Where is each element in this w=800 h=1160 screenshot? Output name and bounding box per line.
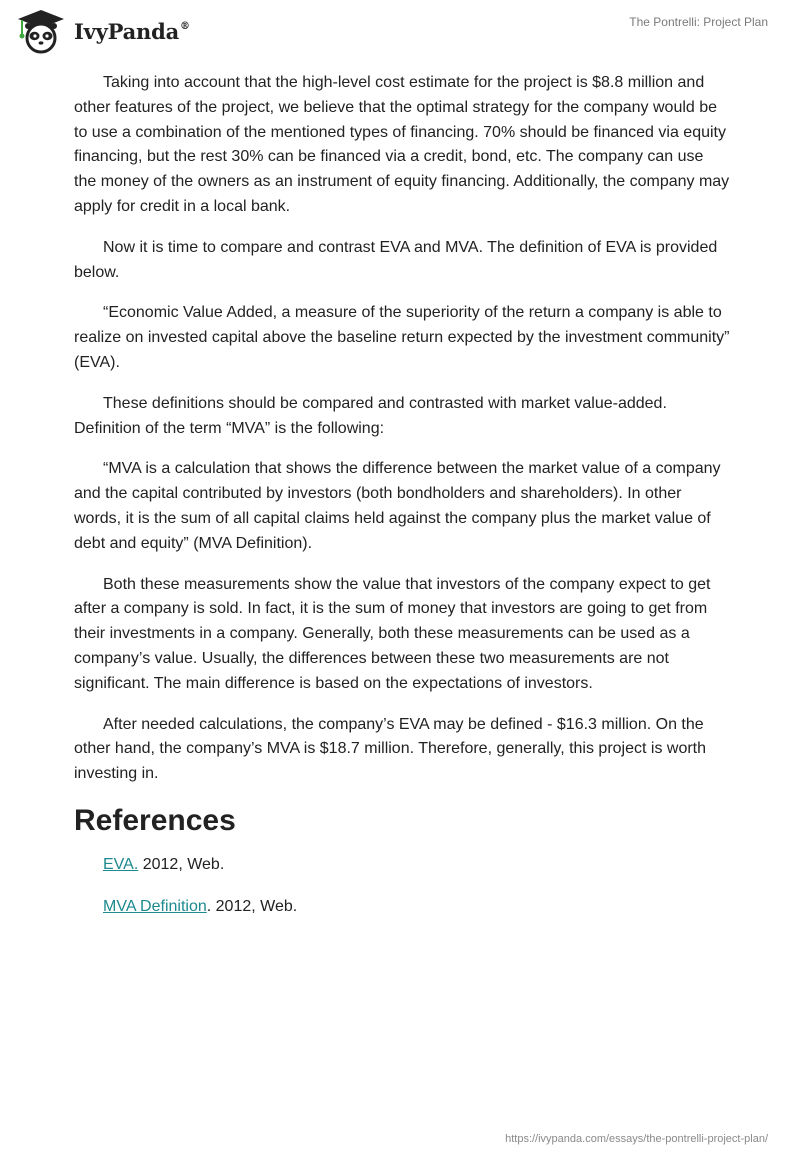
paragraph: Now it is time to compare and contrast EVA and MVA. The definition of EVA is provided below. [74,238,718,281]
reference-link-eva[interactable]: EVA. [103,855,139,873]
reference-citation: 2012, Web. [138,855,225,873]
brand-name: IvyPanda® [74,18,190,44]
reference-item [103,895,730,919]
footer-url: https://ivypanda.com/essays/the-pontrelli-project-plan/ [505,1133,768,1145]
reference-item [103,853,730,877]
essay-body [74,71,730,937]
paragraph: Taking into account that the high-level cost estimate for the project is $8.8 million and other features of the project, we believe that the optimal strategy for the company would be to use a combination of the mentioned types of financing. 70% should be financed via equity financing, but the rest 30% can be financed via a credit, bond, etc. The company can use the money of the owners as an instrument of equity financing. Additionally, the company may apply for credit in a local bank. [74,74,730,215]
ivypanda-logo[interactable] [14,8,190,54]
references-heading: References [74,803,236,837]
paragraph: Both these measurements show the value that investors of the company expect to get after a company is sold. In fact, it is the sum of money that investors are going to get from their investments in a company. Generally, both these measurements can be used as a company’s value. Usually, the differences between these two measurements are not significant. The main difference is based on the expectations of investors. [74,575,711,692]
paragraph: “Economic Value Added, a measure of the superiority of the return a company is able to realize on invested capital above the baseline return expected by the investment community” (EVA). [74,304,730,371]
panda-graduate-icon [14,8,68,54]
reference-link-mva-definition[interactable]: MVA Definition [103,897,207,915]
paragraph: These definitions should be compared and contrasted with market value-added. Definition of the term “MVA” is the following: [74,394,667,437]
paragraph: “MVA is a calculation that shows the difference between the market value of a company and the capital contributed by investors (both bondholders and shareholders). In other words, it is the sum of all capital claims held against the company plus the market value of debt and equity” (MVA Definition). [74,460,721,552]
paragraph: After needed calculations, the company’s EVA may be defined - $16.3 million. On the other hand, the company’s MVA is $18.7 million. Therefore, generally, this project is worth investing in. [74,715,707,783]
page-header [0,0,800,60]
document-title: The Pontrelli: Project Plan [629,15,768,29]
reference-citation: . 2012, Web. [206,897,298,915]
